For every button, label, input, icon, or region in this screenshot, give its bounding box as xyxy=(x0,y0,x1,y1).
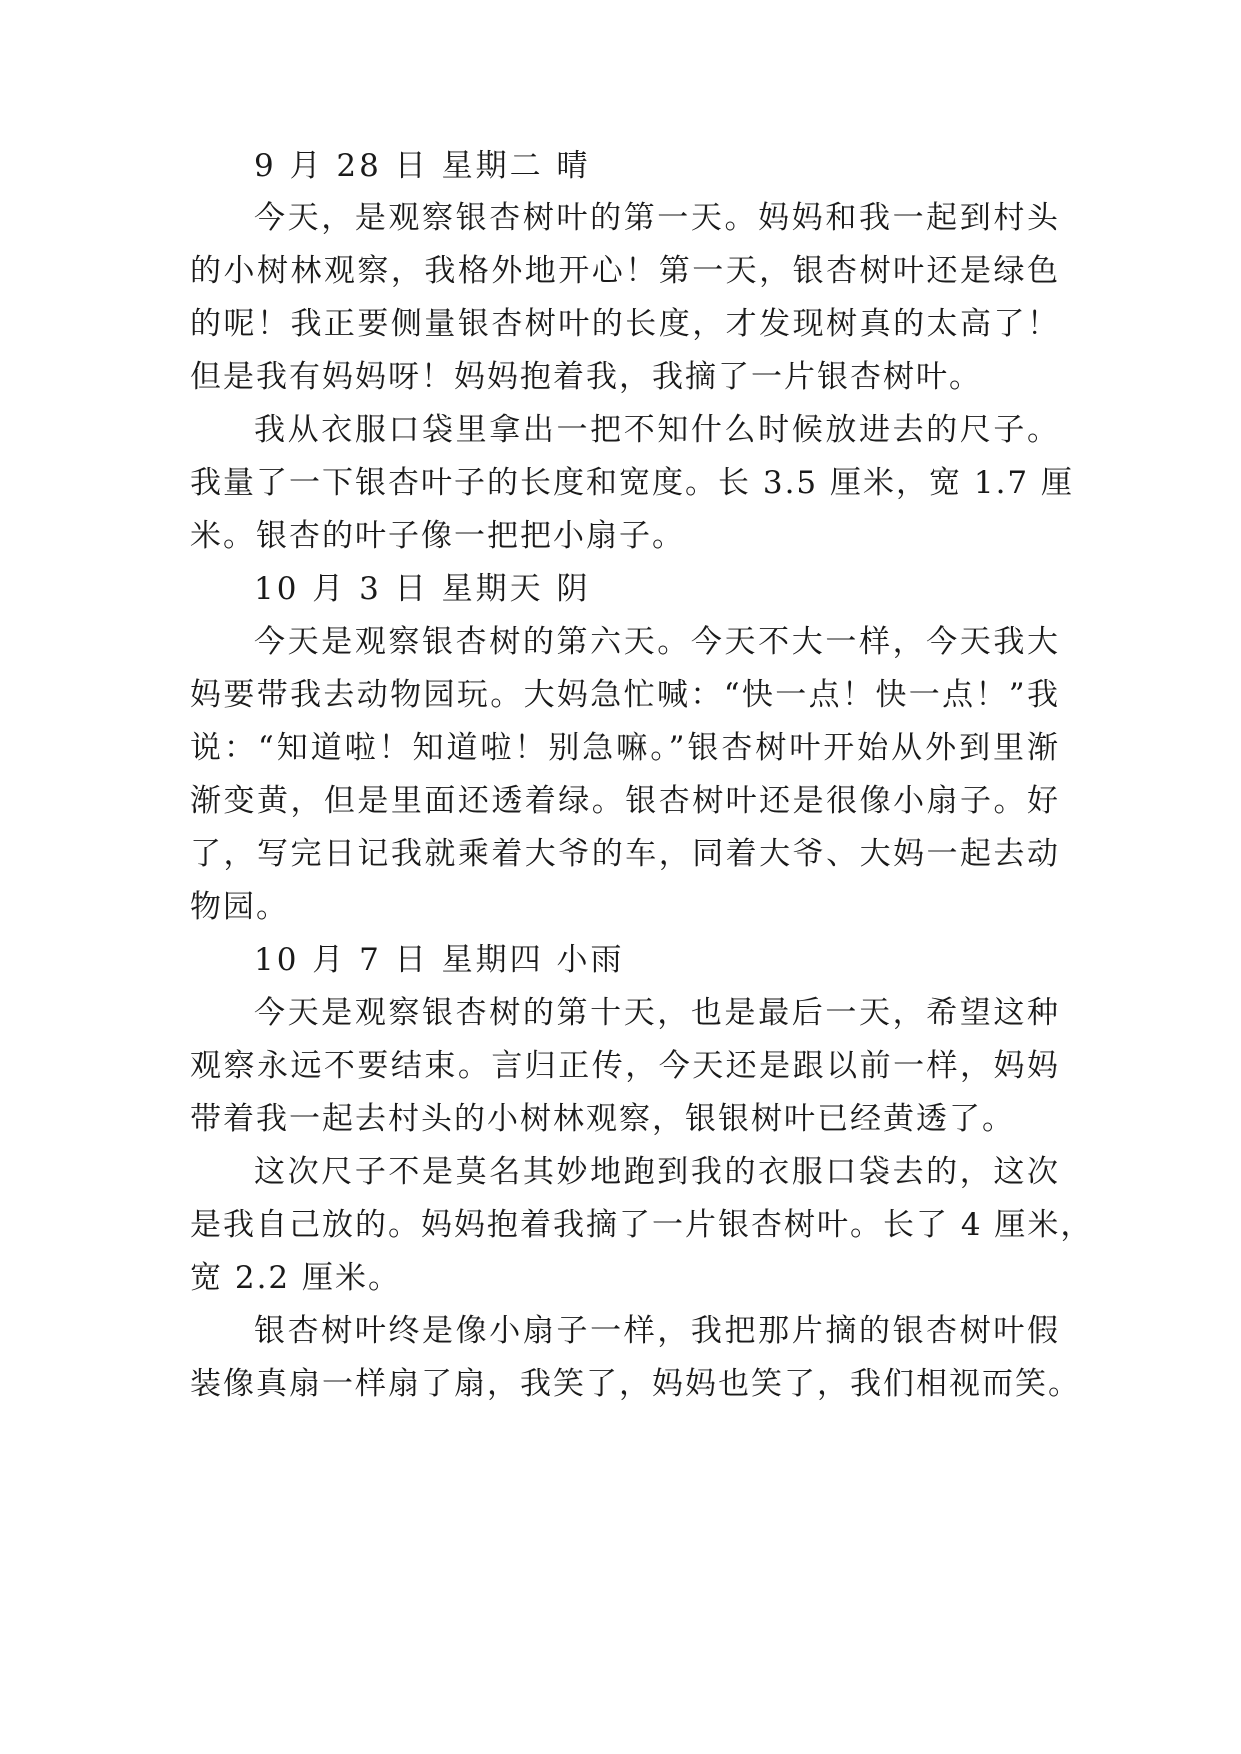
text-line: 今天，是观察银杏树叶的第一天。妈妈和我一起到村头 xyxy=(254,200,1060,236)
text-line: 是我自己放的。妈妈抱着我摘了一片银杏树叶。长了 4 厘米， xyxy=(190,1207,1094,1243)
text-line: 渐变黄，但是里面还透着绿。银杏树叶还是很像小扇子。好 xyxy=(190,783,1060,819)
text-line: 今天是观察银杏树的第十天，也是最后一天，希望这种 xyxy=(254,995,1060,1031)
text-line: 宽 2.2 厘米。 xyxy=(190,1260,402,1296)
text-line: 但是我有妈妈呀！妈妈抱着我，我摘了一片银杏树叶。 xyxy=(190,359,982,395)
text-line: 米。银杏的叶子像一把把小扇子。 xyxy=(190,518,685,554)
text-line: 这次尺子不是莫名其妙地跑到我的衣服口袋去的，这次 xyxy=(254,1154,1060,1190)
entry-date-2: 10 月 3 日 星期天 阴 xyxy=(254,571,591,607)
text-line: 物园。 xyxy=(190,889,289,925)
text-line: 带着我一起去村头的小树林观察，银银树叶已经黄透了。 xyxy=(190,1101,1015,1137)
text-line: 银杏树叶终是像小扇子一样，我把那片摘的银杏树叶假 xyxy=(254,1313,1060,1349)
text-line: 装像真扇一样扇了扇，我笑了，妈妈也笑了，我们相视而笑。 xyxy=(190,1366,1081,1402)
text-line: 我从衣服口袋里拿出一把不知什么时候放进去的尺子。 xyxy=(254,412,1060,448)
text-line: 的小树林观察，我格外地开心！第一天，银杏树叶还是绿色 xyxy=(190,253,1060,289)
text-line: 了，写完日记我就乘着大爷的车，同着大爷、大妈一起去动 xyxy=(190,836,1060,872)
text-line: 说：“知道啦！知道啦！别急嘛。”银杏树叶开始从外到里渐 xyxy=(190,730,1060,766)
text-line: 观察永远不要结束。言归正传，今天还是跟以前一样，妈妈 xyxy=(190,1048,1060,1084)
text-line: 今天是观察银杏树的第六天。今天不大一样，今天我大 xyxy=(254,624,1060,660)
entry-date-3: 10 月 7 日 星期四 小雨 xyxy=(254,942,625,978)
text-line: 的呢！我正要侧量银杏树叶的长度，才发现树真的太高了！ xyxy=(190,306,1060,342)
entry-date-1: 9 月 28 日 星期二 晴 xyxy=(254,148,591,184)
text-line: 我量了一下银杏叶子的长度和宽度。长 3.5 厘米，宽 1.7 厘 xyxy=(190,465,1075,501)
text-line: 妈要带我去动物园玩。大妈急忙喊：“快一点！快一点！”我 xyxy=(190,677,1060,713)
